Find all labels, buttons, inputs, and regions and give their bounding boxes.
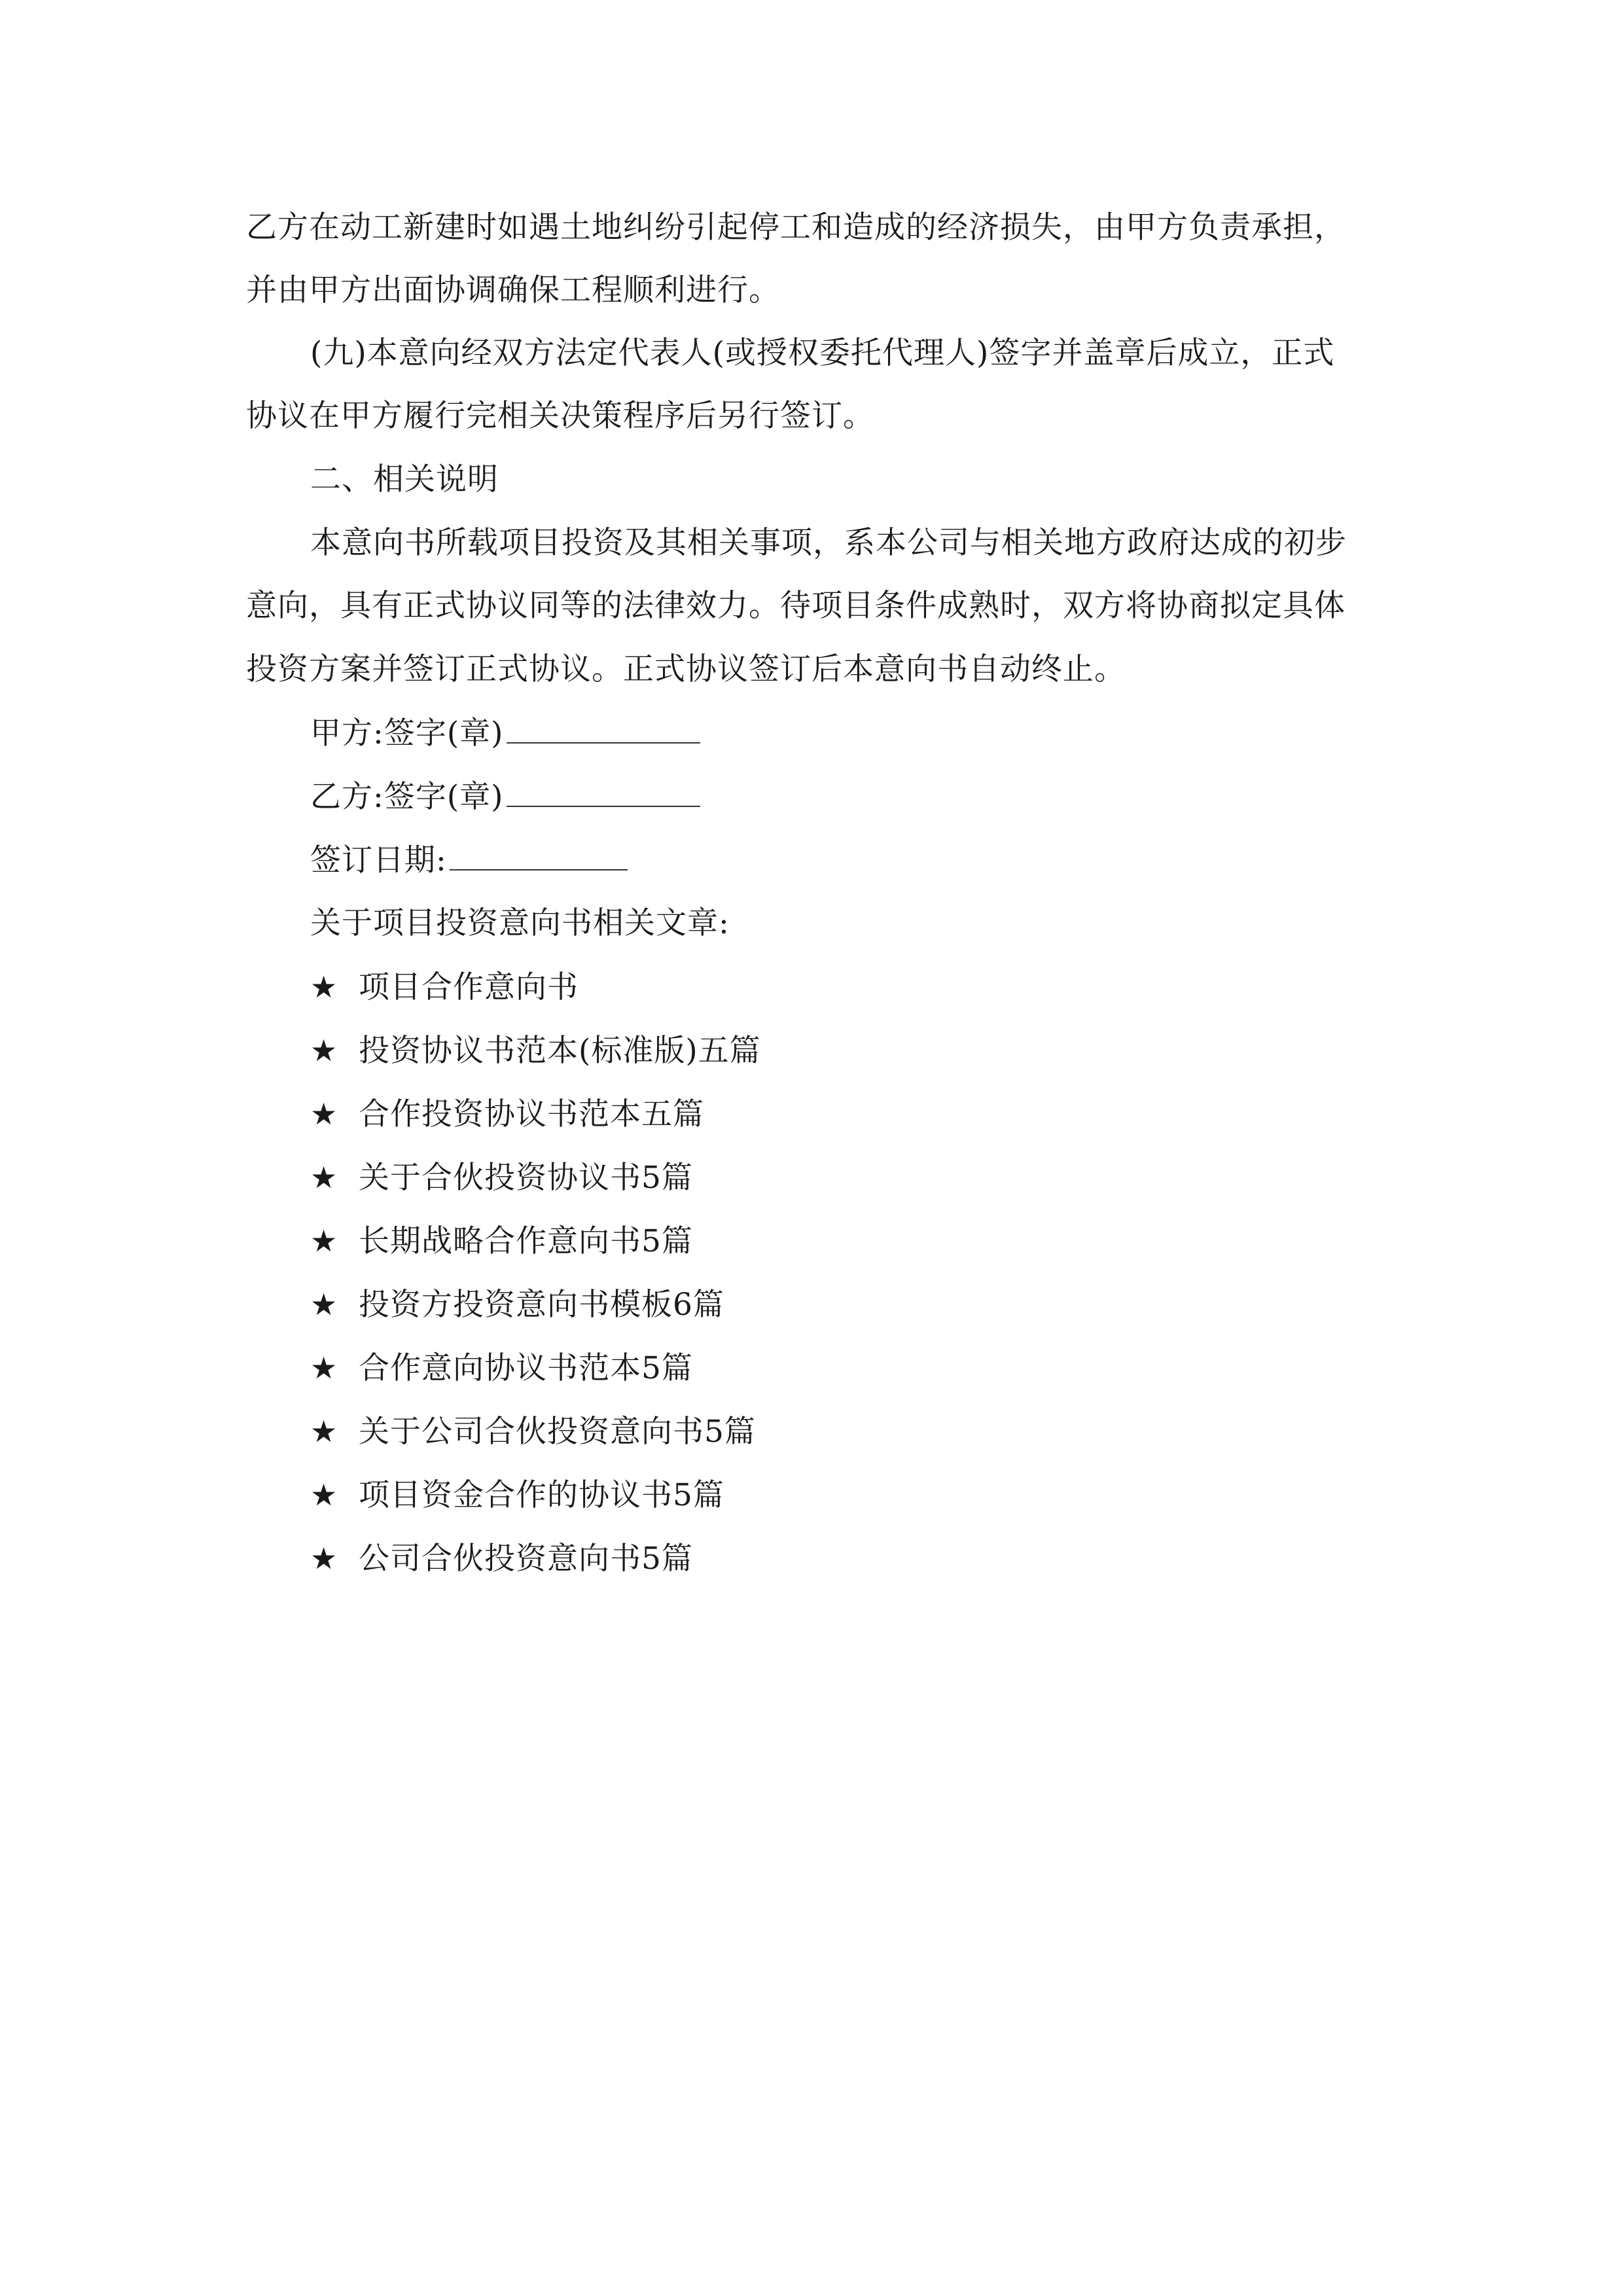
related-article-item[interactable] <box>310 967 579 1007</box>
star-icon: ★ <box>310 1541 338 1576</box>
paragraph-1-line-1: 乙方在动工新建时如遇土地纠纷引起停工和造成的经济损失，由甲方负责承担， <box>246 209 1346 245</box>
related-article-link[interactable]: 合作投资协议书范本五篇 <box>359 1096 704 1132</box>
paragraph-3-line-1: 本意向书所载项目投资及其相关事项，系本公司与相关地方政府达成的初步 <box>310 525 1347 561</box>
related-article-link[interactable]: 关于公司合伙投资意向书5篇 <box>359 1414 756 1450</box>
related-article-link[interactable]: 项目资金合作的协议书5篇 <box>359 1477 724 1513</box>
related-article-item[interactable] <box>310 1094 704 1134</box>
related-article-link[interactable]: 合作意向协议书范本5篇 <box>359 1350 693 1386</box>
star-icon: ★ <box>310 969 338 1005</box>
related-article-link[interactable]: 长期战略合作意向书5篇 <box>359 1223 693 1259</box>
star-icon: ★ <box>310 1096 338 1132</box>
related-article-item[interactable] <box>310 1539 693 1579</box>
signature-party-a-blank <box>507 713 700 744</box>
related-article-item[interactable] <box>310 1285 724 1325</box>
signature-party-b-label: 乙方:签字(章) <box>310 779 504 815</box>
signature-party-a-label: 甲方:签字(章) <box>310 715 504 751</box>
signature-party-b <box>310 777 700 817</box>
paragraph-1-line-2: 并由甲方出面协调确保工程顺利进行。 <box>246 272 780 308</box>
paragraph-3-line-3: 投资方案并签订正式协议。正式协议签订后本意向书自动终止。 <box>246 651 1126 687</box>
star-icon: ★ <box>310 1033 338 1068</box>
related-article-item[interactable] <box>310 1158 693 1198</box>
section-heading: 二、相关说明 <box>310 461 499 497</box>
signature-party-b-blank <box>507 777 700 807</box>
related-article-link[interactable]: 公司合伙投资意向书5篇 <box>359 1541 693 1577</box>
related-article-link[interactable]: 关于合伙投资协议书5篇 <box>359 1160 693 1196</box>
related-article-link[interactable]: 投资协议书范本(标准版)五篇 <box>359 1033 761 1069</box>
related-article-item[interactable] <box>310 1221 693 1261</box>
signature-date-label: 签订日期: <box>310 842 447 878</box>
star-icon: ★ <box>310 1287 338 1322</box>
paragraph-2-line-1: (九)本意向经双方法定代表人(或授权委托代理人)签字并盖章后成立，正式 <box>310 335 1335 371</box>
paragraph-2-line-2: 协议在甲方履行完相关决策程序后另行签订。 <box>246 398 874 434</box>
related-article-link[interactable]: 投资方投资意向书模板6篇 <box>359 1287 724 1323</box>
related-article-item[interactable] <box>310 1348 693 1388</box>
signature-date <box>310 840 628 880</box>
related-article-item[interactable] <box>310 1412 756 1452</box>
star-icon: ★ <box>310 1414 338 1449</box>
star-icon: ★ <box>310 1350 338 1386</box>
star-icon: ★ <box>310 1160 338 1195</box>
paragraph-3-line-2: 意向，具有正式协议同等的法律效力。待项目条件成熟时，双方将协商拟定具体 <box>246 588 1346 624</box>
related-articles-heading: 关于项目投资意向书相关文章: <box>310 905 730 941</box>
related-article-link[interactable]: 项目合作意向书 <box>359 969 579 1005</box>
star-icon: ★ <box>310 1223 338 1259</box>
signature-date-blank <box>450 840 628 870</box>
related-article-item[interactable] <box>310 1475 724 1515</box>
star-icon: ★ <box>310 1477 338 1513</box>
signature-party-a <box>310 713 700 753</box>
related-article-item[interactable] <box>310 1031 761 1071</box>
